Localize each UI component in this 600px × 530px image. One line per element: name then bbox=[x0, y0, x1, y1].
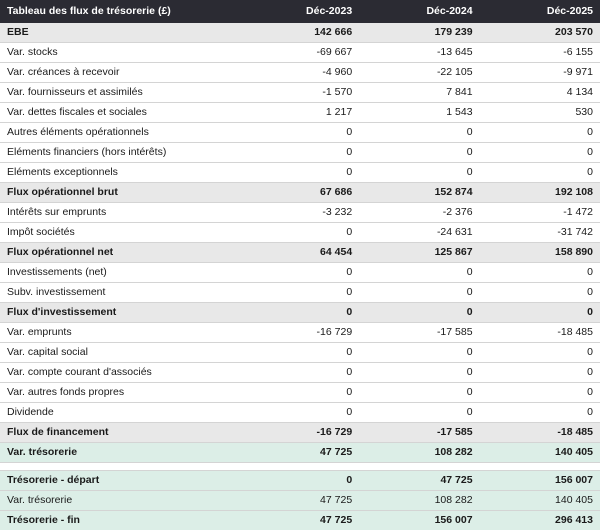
row-value-1: 67 686 bbox=[239, 183, 359, 203]
row-value-1: 0 bbox=[239, 123, 359, 143]
table-row bbox=[0, 263, 600, 283]
row-label: Eléments exceptionnels bbox=[0, 163, 239, 183]
row-value-3: 203 570 bbox=[480, 23, 600, 43]
table-row bbox=[0, 23, 600, 43]
row-value-3: -1 472 bbox=[480, 203, 600, 223]
row-label: Var. stocks bbox=[0, 43, 239, 63]
row-value-2: 108 282 bbox=[359, 443, 479, 463]
row-value-2: -24 631 bbox=[359, 223, 479, 243]
row-value-3: 0 bbox=[480, 343, 600, 363]
table-row bbox=[0, 343, 600, 363]
row-value-2: -22 105 bbox=[359, 63, 479, 83]
table-title: Tableau des flux de trésorerie (£) bbox=[0, 0, 239, 23]
row-value-3: 192 108 bbox=[480, 183, 600, 203]
table-row bbox=[0, 403, 600, 423]
row-value-1: 142 666 bbox=[239, 23, 359, 43]
row-value-1: 0 bbox=[239, 403, 359, 423]
row-value-3: 4 134 bbox=[480, 83, 600, 103]
row-value-3: 0 bbox=[480, 143, 600, 163]
row-label: Flux opérationnel brut bbox=[0, 183, 239, 203]
row-value-2: 0 bbox=[359, 343, 479, 363]
row-value-2: 0 bbox=[359, 363, 479, 383]
row-value-1: 0 bbox=[239, 303, 359, 323]
table-row bbox=[0, 163, 600, 183]
row-value-3: 296 413 bbox=[480, 511, 600, 530]
row-value-3: 0 bbox=[480, 363, 600, 383]
row-value-3: 530 bbox=[480, 103, 600, 123]
row-label: Subv. investissement bbox=[0, 283, 239, 303]
table-spacer-row bbox=[0, 463, 600, 471]
row-value-1: 47 725 bbox=[239, 511, 359, 530]
row-value-1: 0 bbox=[239, 343, 359, 363]
row-label: Intérêts sur emprunts bbox=[0, 203, 239, 223]
row-label: Autres éléments opérationnels bbox=[0, 123, 239, 143]
row-value-1: 0 bbox=[239, 471, 359, 491]
row-value-2: -17 585 bbox=[359, 323, 479, 343]
row-value-2: -13 645 bbox=[359, 43, 479, 63]
row-label: Var. autres fonds propres bbox=[0, 383, 239, 403]
row-label: Var. trésorerie bbox=[0, 443, 239, 463]
row-value-1: 47 725 bbox=[239, 443, 359, 463]
table-row bbox=[0, 363, 600, 383]
table-row bbox=[0, 491, 600, 511]
row-value-3: 0 bbox=[480, 283, 600, 303]
row-value-3: -9 971 bbox=[480, 63, 600, 83]
row-value-1: 0 bbox=[239, 283, 359, 303]
row-value-2: 0 bbox=[359, 403, 479, 423]
row-value-1: -16 729 bbox=[239, 423, 359, 443]
row-label: Flux d'investissement bbox=[0, 303, 239, 323]
table-row bbox=[0, 183, 600, 203]
table-body bbox=[0, 23, 600, 530]
table-header-row bbox=[0, 0, 600, 23]
row-label: Var. créances à recevoir bbox=[0, 63, 239, 83]
table-row bbox=[0, 511, 600, 530]
table-row bbox=[0, 423, 600, 443]
table-row bbox=[0, 123, 600, 143]
row-value-3: 140 405 bbox=[480, 443, 600, 463]
table-row bbox=[0, 223, 600, 243]
row-value-1: 1 217 bbox=[239, 103, 359, 123]
row-value-3: 0 bbox=[480, 163, 600, 183]
row-value-2: 47 725 bbox=[359, 471, 479, 491]
row-label: Var. emprunts bbox=[0, 323, 239, 343]
column-header-1: Déc-2023 bbox=[239, 0, 359, 23]
row-value-3: 0 bbox=[480, 123, 600, 143]
row-label: Var. capital social bbox=[0, 343, 239, 363]
row-label: Var. fournisseurs et assimilés bbox=[0, 83, 239, 103]
row-value-2: -2 376 bbox=[359, 203, 479, 223]
row-value-3: -31 742 bbox=[480, 223, 600, 243]
table-row bbox=[0, 63, 600, 83]
table-row bbox=[0, 103, 600, 123]
row-value-2: 0 bbox=[359, 263, 479, 283]
row-value-3: 158 890 bbox=[480, 243, 600, 263]
row-label: Trésorerie - départ bbox=[0, 471, 239, 491]
row-value-2: 179 239 bbox=[359, 23, 479, 43]
row-label: Investissements (net) bbox=[0, 263, 239, 283]
row-value-1: -69 667 bbox=[239, 43, 359, 63]
row-value-1: 0 bbox=[239, 363, 359, 383]
row-value-2: 0 bbox=[359, 283, 479, 303]
row-value-2: 125 867 bbox=[359, 243, 479, 263]
row-value-1: 0 bbox=[239, 223, 359, 243]
table-row bbox=[0, 243, 600, 263]
table-header bbox=[0, 0, 600, 23]
row-value-1: 0 bbox=[239, 383, 359, 403]
row-value-2: 152 874 bbox=[359, 183, 479, 203]
row-value-3: -18 485 bbox=[480, 423, 600, 443]
row-value-1: -4 960 bbox=[239, 63, 359, 83]
table-row bbox=[0, 383, 600, 403]
row-value-3: 140 405 bbox=[480, 491, 600, 511]
row-value-1: -3 232 bbox=[239, 203, 359, 223]
row-value-3: 0 bbox=[480, 303, 600, 323]
row-label: Var. compte courant d'associés bbox=[0, 363, 239, 383]
row-value-1: 47 725 bbox=[239, 491, 359, 511]
column-header-2: Déc-2024 bbox=[359, 0, 479, 23]
row-label: Eléments financiers (hors intérêts) bbox=[0, 143, 239, 163]
spacer-cell bbox=[0, 463, 600, 471]
row-label: Dividende bbox=[0, 403, 239, 423]
row-value-2: 7 841 bbox=[359, 83, 479, 103]
row-label: Var. trésorerie bbox=[0, 491, 239, 511]
row-value-1: -1 570 bbox=[239, 83, 359, 103]
row-label: Flux de financement bbox=[0, 423, 239, 443]
row-value-3: 0 bbox=[480, 403, 600, 423]
row-value-3: 156 007 bbox=[480, 471, 600, 491]
row-value-3: -18 485 bbox=[480, 323, 600, 343]
row-value-2: 0 bbox=[359, 163, 479, 183]
row-value-2: 0 bbox=[359, 143, 479, 163]
table-row bbox=[0, 43, 600, 63]
row-value-1: -16 729 bbox=[239, 323, 359, 343]
table-row bbox=[0, 83, 600, 103]
table-row bbox=[0, 283, 600, 303]
row-value-2: 1 543 bbox=[359, 103, 479, 123]
row-label: EBE bbox=[0, 23, 239, 43]
row-value-3: 0 bbox=[480, 263, 600, 283]
row-value-2: 0 bbox=[359, 123, 479, 143]
table-row bbox=[0, 471, 600, 491]
row-value-1: 64 454 bbox=[239, 243, 359, 263]
row-label: Trésorerie - fin bbox=[0, 511, 239, 530]
table-row bbox=[0, 323, 600, 343]
table-row bbox=[0, 303, 600, 323]
row-label: Flux opérationnel net bbox=[0, 243, 239, 263]
row-value-3: -6 155 bbox=[480, 43, 600, 63]
table-row bbox=[0, 143, 600, 163]
row-value-2: 0 bbox=[359, 303, 479, 323]
row-value-1: 0 bbox=[239, 143, 359, 163]
row-value-2: 0 bbox=[359, 383, 479, 403]
row-value-1: 0 bbox=[239, 263, 359, 283]
row-label: Var. dettes fiscales et sociales bbox=[0, 103, 239, 123]
row-value-2: 156 007 bbox=[359, 511, 479, 530]
column-header-3: Déc-2025 bbox=[480, 0, 600, 23]
row-value-3: 0 bbox=[480, 383, 600, 403]
row-value-1: 0 bbox=[239, 163, 359, 183]
table-row bbox=[0, 443, 600, 463]
table-row bbox=[0, 203, 600, 223]
row-label: Impôt sociétés bbox=[0, 223, 239, 243]
row-value-2: -17 585 bbox=[359, 423, 479, 443]
row-value-2: 108 282 bbox=[359, 491, 479, 511]
